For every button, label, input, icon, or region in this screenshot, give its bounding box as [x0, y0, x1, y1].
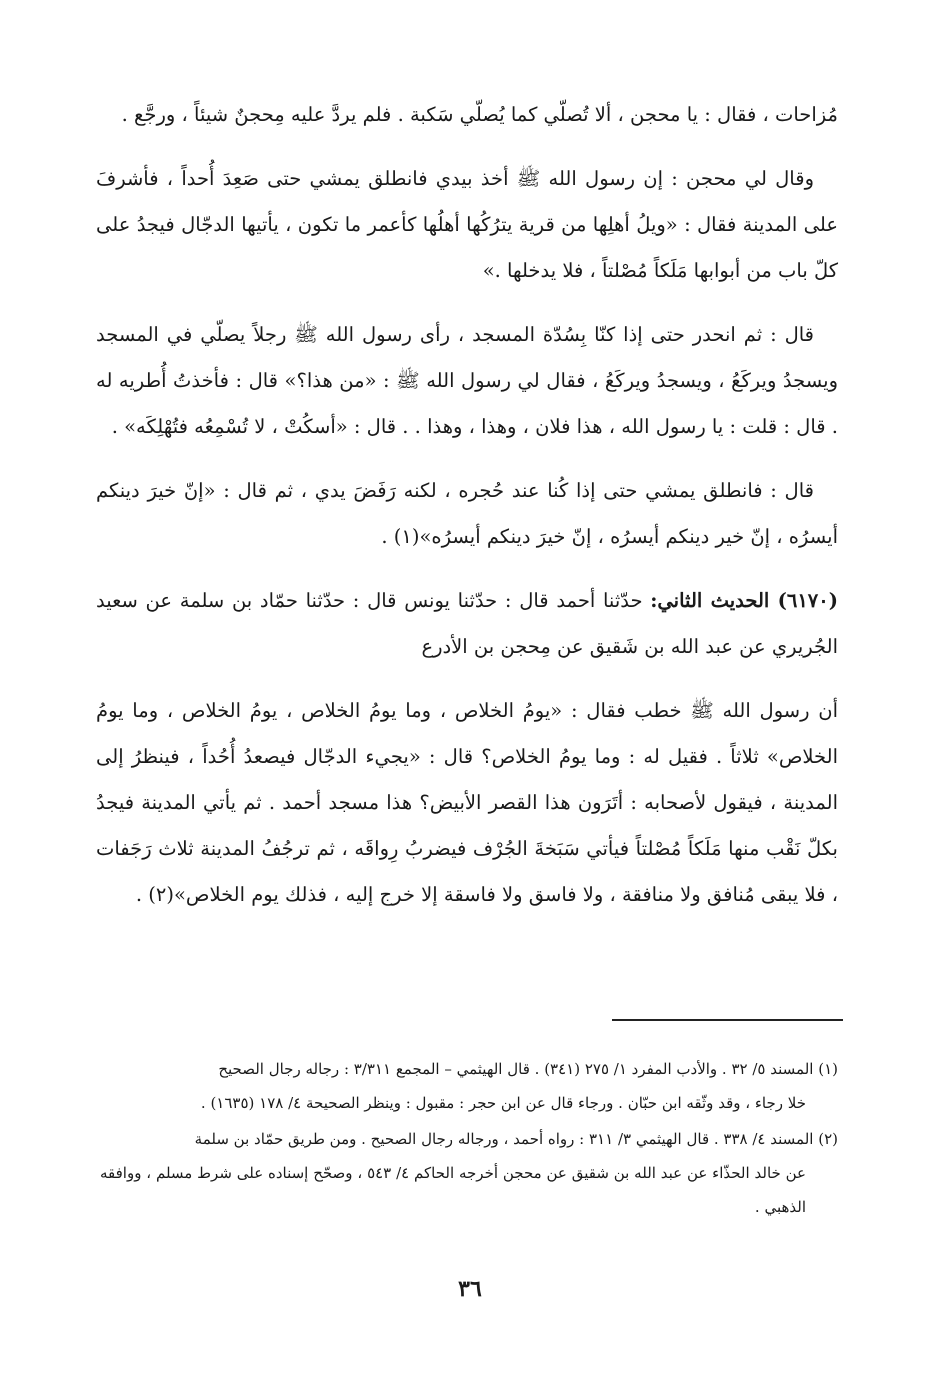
footnote-2 [100, 1122, 838, 1224]
page-number: ٣٦ [458, 1276, 482, 1302]
footnote-1 [100, 1052, 838, 1120]
footnote-line: (١) المسند ٥/ ٣٢ . والأدب المفرد ١/ ٢٧٥ (٣٤١) . قال الهيثمي – المجمع ٣/٣١١ : رجاله رجال الصحيح [218, 1060, 838, 1078]
paragraph: مُزاحات ، فقال : يا محجن ، ألا تُصلّي كما يُصلّي سَكبة . فلم يردَّ عليه مِحجنٌ شيئاً ، ورجَّع . [121, 103, 838, 126]
isnad-text: حدّثنا أحمد قال : حدّثنا يونس قال : حدّثنا حمّاد بن سلمة عن سعيد الجُريري عن عبد الله بن شَقيق عن مِحجن بن الأدرع [96, 589, 838, 658]
footnotes [100, 1052, 838, 1226]
footnote-line: عن خالد الحذّاء عن عبد الله بن شقيق عن محجن أخرجه الحاكم ٤/ ٥٤٣ ، وصحّح إسناده على شرط مسلم ، ووافقه الذهبي . [100, 1164, 807, 1216]
paragraph: قال : فانطلق يمشي حتى إذا كُنا عند حُجره ، لكنه رَفَضَ يدي ، ثم قال : «إنّ خيرَ دينكم أيسرُه ، إنّ خير دينكم أيسرُه ، إنّ خيرَ دينكم أيسرُه»(١) . [96, 479, 838, 548]
paragraph: قال : ثم انحدر حتى إذا كنّا بِسُدّة المسجد ، رأى رسول الله ﷺ رجلاً يصلّي في المسجد ويسجدُ ويركَعُ ، ويسجدُ ويركَعُ ، فقال لي رسول الله ﷺ : «من هذا؟» قال : فأخذتُ أُطريه له . قال : قلت : يا رسول الله ، هذا فلان ، وهذا ، وهذا . . قال : «أسكُتْ ، لا تُسْمِعُه فتُهْلِكَه» . [96, 323, 838, 438]
footnote-line: (٢) المسند ٤/ ٣٣٨ . قال الهيثمي ٣/ ٣١١ : رواه أحمد ، ورجاله رجال الصحيح . ومن طريق حمّاد بن سلمة [194, 1130, 838, 1148]
hadith-number-label: (٦١٧٠) الحديث الثاني: [650, 589, 838, 612]
main-text [96, 92, 838, 936]
paragraph: وقال لي محجن : إن رسول الله ﷺ أخذ بيدي فانطلق يمشي حتى صَعِدَ أُحداً ، فأشرفَ على المدينة فقال : «ويلُ أهلِها من قرية يترُكُها أهلُها كأعمر ما تكون ، يأتيها الدجّال فيجدُ على كلّ باب من أبوابها مَلَكاً مُصْلتاً ، فلا يدخلها .» [96, 167, 838, 282]
footnote-line: خلا رجاء ، وقد وثّقه ابن حبّان . ورجاء قال عن ابن حجر : مقبول : وينظر الصحيحة ٤/ ١٧٨ (١٦٣٥) . [200, 1094, 806, 1112]
hadith-heading-paragraph [96, 578, 838, 670]
footnote-separator [612, 1019, 843, 1021]
paragraph: أن رسول الله ﷺ خطب فقال : «يومُ الخلاص ، وما يومُ الخلاص ، يومُ الخلاص ، وما يومُ الخلاص» ثلاثاً . فقيل له : وما يومُ الخلاص؟ قال : «يجيء الدجّال فيصعدُ أُحُداً ، فينظرُ إلى المدينة ، فيقول لأصحابه : أتَرَون هذا القصر الأبيض؟ هذا مسجد أحمد . ثم يأتي المدينة فيجدُ بكلّ نَقْب منها مَلَكاً مُصْلتاً فيأتي سَبَخةَ الجُرْف فيضربُ رِواقَه ، ثم ترجُفُ المدينة ثلاث رَجَفات ، فلا يبقى مُنافق ولا منافقة ، ولا فاسق ولا فاسقة إلا خرج إليه ، فذلك يوم الخلاص»(٢) . [96, 699, 838, 906]
